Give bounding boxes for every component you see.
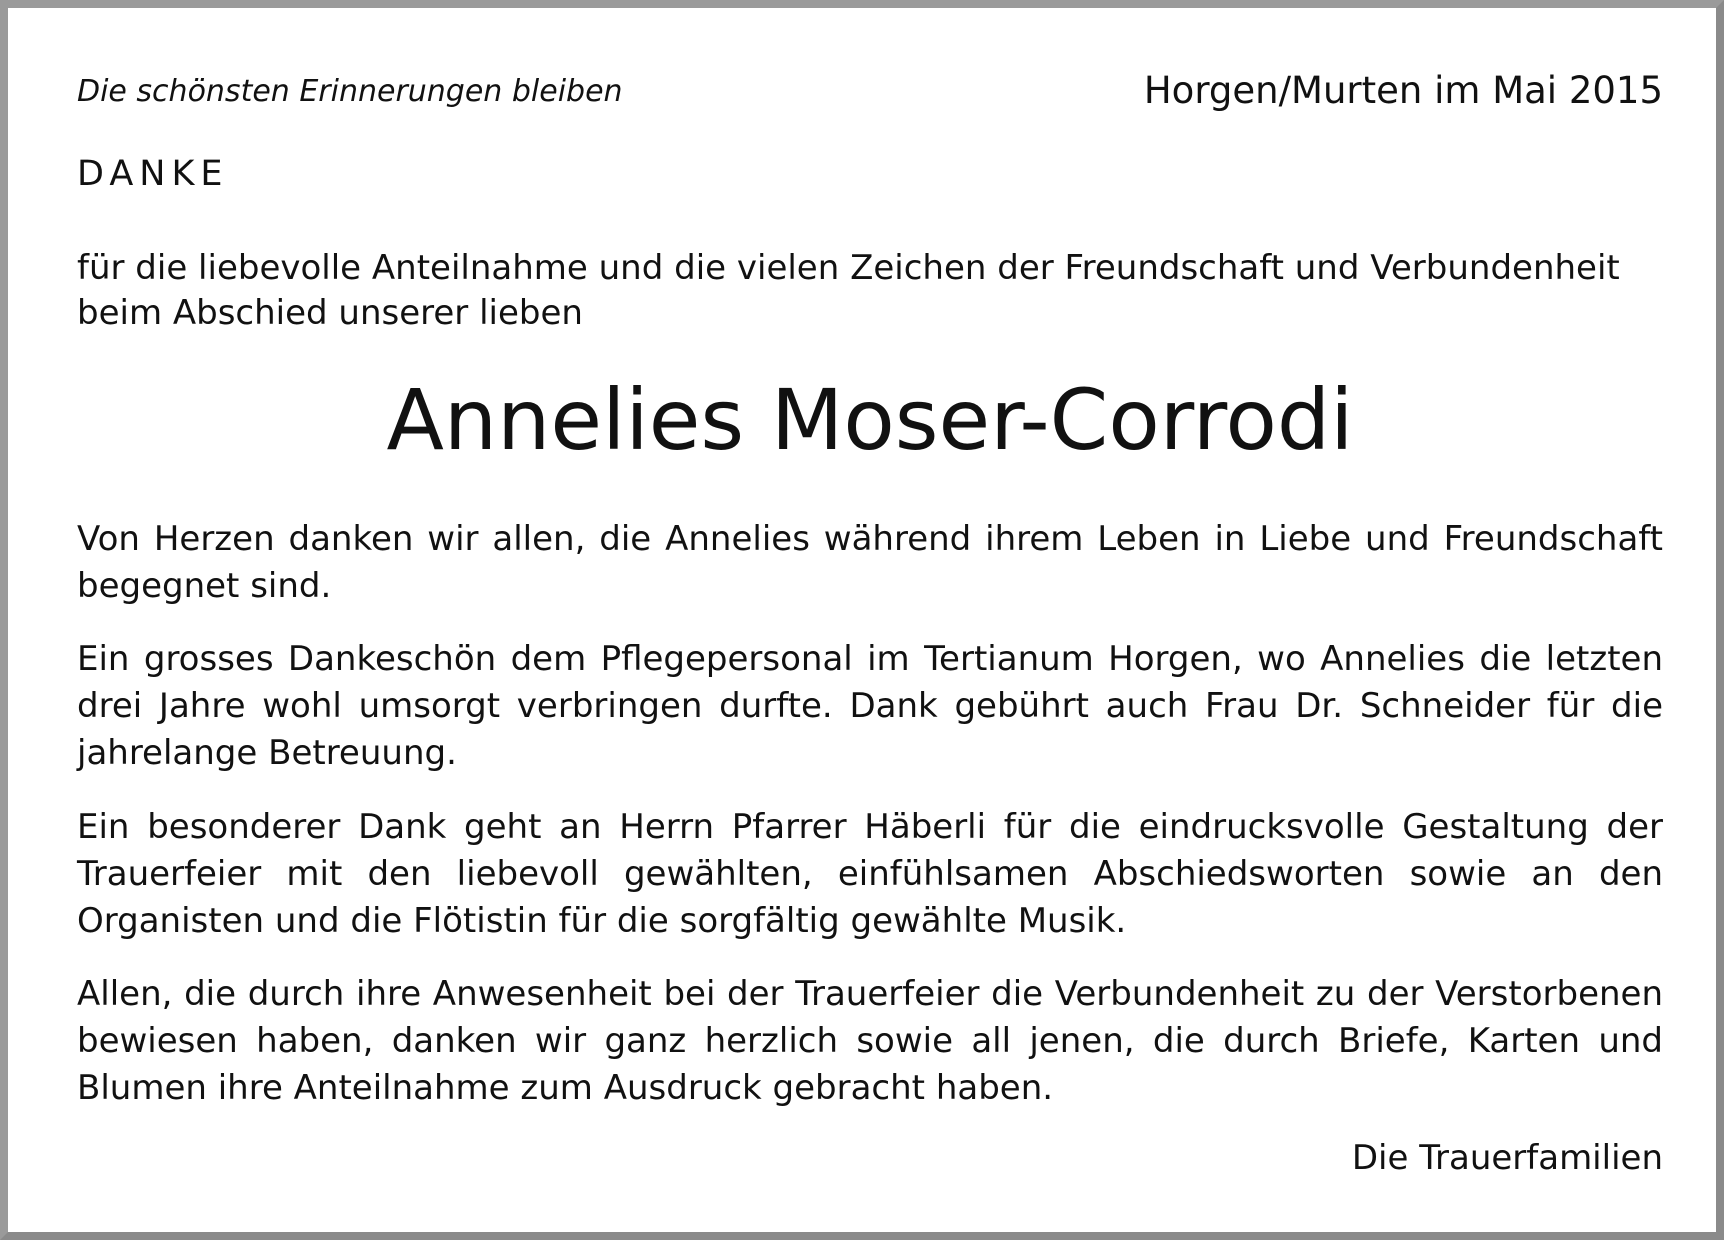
- place-and-date: Horgen/Murten im Mai 2015: [1143, 69, 1663, 112]
- paragraph-3: Ein besonderer Dank geht an Herrn Pfarrer Häberli für die eindrucksvolle Gestaltung der Trauerfeier mit den liebevoll gewählten, einfühlsamen Abschiedsworten sowie an den Organisten und die Flötistin für die sorgfältig gewählte Musik.: [77, 807, 1663, 941]
- motto: Die schönsten Erinnerungen bleiben: [77, 74, 623, 109]
- heading-danke: DANKE: [77, 154, 229, 194]
- deceased-name: Annelies Moser-Corrodi: [386, 371, 1354, 469]
- signature: Die Trauerfamilien: [1351, 1138, 1663, 1178]
- paragraph-1: Von Herzen danken wir allen, die Annelies während ihrem Leben in Liebe und Freundschaft begegnet sind.: [77, 519, 1663, 606]
- paragraph-4: Allen, die durch ihre Anwesenheit bei der Trauerfeier die Verbundenheit zu der Verstorbenen bewiesen haben, danken wir ganz herzlich sowie all jenen, die durch Briefe, Karten und Blumen ihre Anteilnahme zum Ausdruck gebracht haben.: [77, 974, 1663, 1108]
- paragraph-2: Ein grosses Dankeschön dem Pflegepersonal im Tertianum Horgen, wo Annelies die letzten drei Jahre wohl umsorgt verbringen durfte. Dank gebührt auch Frau Dr. Schneider für die jahrelange Betreuung.: [77, 639, 1663, 773]
- intro-text: für die liebevolle Anteilnahme und die vielen Zeichen der Freundschaft und Verbundenheit beim Abschied unserer lieben: [77, 248, 1620, 333]
